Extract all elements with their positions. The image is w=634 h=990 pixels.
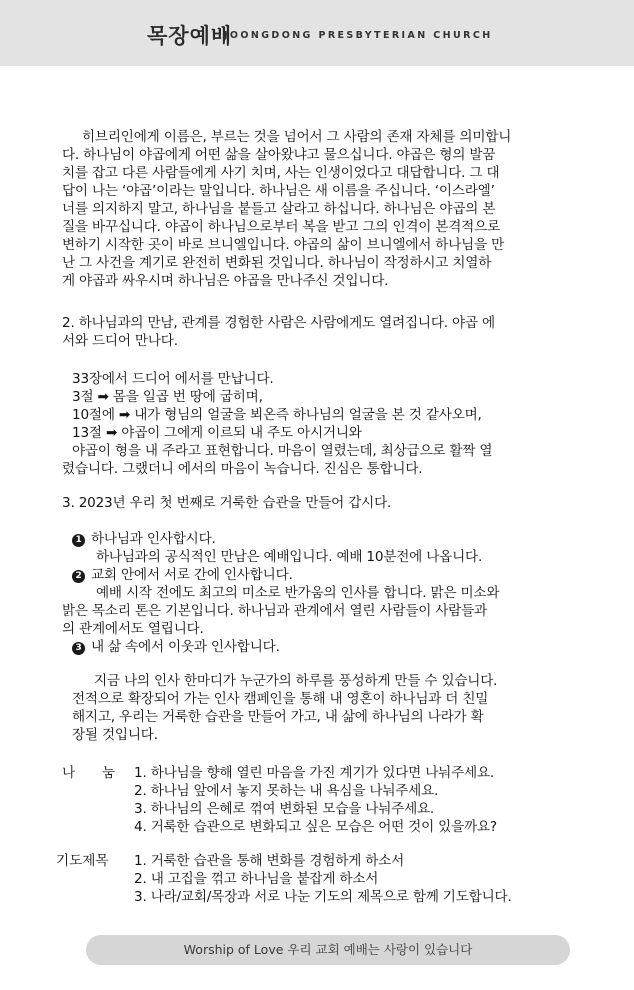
sharing-item: 3. 하나님의 은혜로 꺾여 변화된 모습을 나눠주세요. xyxy=(134,801,435,817)
intro-line: 난 그 사건을 계기로 완전히 변화된 것입니다. 하나님이 작정하시고 치열하 xyxy=(62,255,492,271)
closing-line: 해지고, 우리는 거룩한 습관을 만들어 가고, 내 삶에 하나님의 나라가 확 xyxy=(72,709,484,725)
sharing-item: 1. 하나님을 향해 열린 마음을 가진 계기가 있다면 나눠주세요. xyxy=(134,765,495,781)
habit-3-title xyxy=(72,638,280,656)
sharing-item: 2. 하나님 앞에서 놓지 못하는 내 욕심을 나눠주세요. xyxy=(134,783,439,799)
number-badge-icon: 1 xyxy=(72,534,85,547)
closing-line: 전적으로 확장되어 가는 인사 캠페인을 통해 내 영혼이 하나님과 더 친밀 xyxy=(72,691,489,707)
verse-line: 야곱이 형을 내 주라고 표현합니다. 마음이 열렸는데, 최상급으로 활짝 열 xyxy=(72,443,493,459)
verse-line: 렸습니다. 그랬더니 에서의 마음이 녹습니다. 진심은 통합니다. xyxy=(62,461,423,477)
verse-line: 33장에서 드디어 에서를 만납니다. xyxy=(72,371,274,387)
church-name: JOONGDONG PRESBYTERIAN CHURCH xyxy=(224,30,493,41)
intro-line: 치를 잡고 다른 사람들에게 사기 치며, 사는 인생이었다고 대답합니다. 그 대 xyxy=(62,165,500,181)
page-title: 목장예배 xyxy=(147,24,233,48)
intro-line: 질을 바꾸십니다. 야곱이 하나님으로부터 복을 받고 그의 인격이 본격적으로 xyxy=(62,219,500,235)
sharing-item: 4. 거룩한 습관으로 변화되고 싶은 모습은 어떤 것이 있을까요? xyxy=(134,819,497,835)
point2-line: 2. 하나님과의 만남, 관계를 경험한 사람은 사람에게도 열려집니다. 야곱 에 xyxy=(62,315,495,331)
prayer-label: 기도제목 xyxy=(56,853,109,869)
intro-line: 답이 나는 ‘야곱’이라는 말입니다. 하나님은 새 이름을 주십니다. ‘이스라엘’ xyxy=(62,183,495,199)
intro-line: 다. 하나님이 야곱에게 어떤 삶을 살아왔냐고 물으십니다. 야곱은 형의 발꿈 xyxy=(62,147,496,163)
sharing-label-2: 눔 xyxy=(102,765,116,781)
header-bar xyxy=(0,0,634,66)
prayer-item: 2. 내 고집을 꺾고 하나님을 붙잡게 하소서 xyxy=(134,871,379,887)
habit-3-title-text: 내 삶 속에서 이웃과 인사합니다. xyxy=(91,639,280,655)
habit-2-desc: 밝은 목소리 톤은 기본입니다. 하나님과 관계에서 열린 사람들이 사람들과 xyxy=(62,603,488,619)
footer-text: Worship of Love 우리 교회 예배는 사랑이 있습니다 xyxy=(183,942,473,957)
footer-banner xyxy=(86,935,570,965)
closing-line: 장될 것입니다. xyxy=(72,727,158,743)
number-badge-icon: 2 xyxy=(72,570,85,583)
habit-1-desc: 하나님과의 공식적인 만남은 예배입니다. 예배 10분전에 나옵니다. xyxy=(96,549,483,565)
habit-1-title-text: 하나님과 인사합시다. xyxy=(91,531,216,547)
habit-1-title xyxy=(72,530,216,548)
intro-line: 변하기 시작한 곳이 바로 브니엘입니다. 야곱의 삶이 브니엘에서 하나님을 만 xyxy=(62,237,505,253)
habit-2-title-text: 교회 안에서 서로 간에 인사합니다. xyxy=(91,567,293,583)
number-badge-icon: 3 xyxy=(72,642,85,655)
verse-line: 10절에 ➡ 내가 형님의 얼굴을 뵈온즉 하나님의 얼굴을 본 것 같사오며, xyxy=(72,407,482,423)
point3-heading: 3. 2023년 우리 첫 번째로 거룩한 습관을 만들어 갑시다. xyxy=(62,495,392,511)
closing-line: 지금 나의 인사 한마디가 누군가의 하루를 풍성하게 만들 수 있습니다. xyxy=(94,673,498,689)
intro-line: 게 야곱과 싸우시며 하나님은 야곱을 만나주신 것입니다. xyxy=(62,273,389,289)
intro-line: 너를 의지하지 말고, 하나님을 붙들고 살라고 하십니다. 하나님은 야곱의 본 xyxy=(62,201,496,217)
verse-line: 13절 ➡ 야곱이 그에게 이르되 내 주도 아시거니와 xyxy=(72,425,362,441)
habit-2-desc: 의 관계에서도 열립니다. xyxy=(62,621,204,637)
prayer-item: 3. 나라/교회/목장과 서로 나눈 기도의 제목으로 함께 기도합니다. xyxy=(134,889,512,905)
verse-line: 3절 ➡ 몸을 일곱 번 땅에 굽히며, xyxy=(72,389,263,405)
point2-line: 서와 드디어 만나다. xyxy=(62,333,178,349)
prayer-item: 1. 거룩한 습관을 통해 변화를 경험하게 하소서 xyxy=(134,853,405,869)
habit-2-title xyxy=(72,566,293,584)
sharing-label-1: 나 xyxy=(62,765,76,781)
habit-2-desc: 예배 시작 전에도 최고의 미소로 반가움의 인사를 합니다. 맑은 미소와 xyxy=(96,585,500,601)
intro-line: 히브리인에게 이름은, 부르는 것을 넘어서 그 사람의 존재 자체를 의미합니 xyxy=(82,129,512,145)
